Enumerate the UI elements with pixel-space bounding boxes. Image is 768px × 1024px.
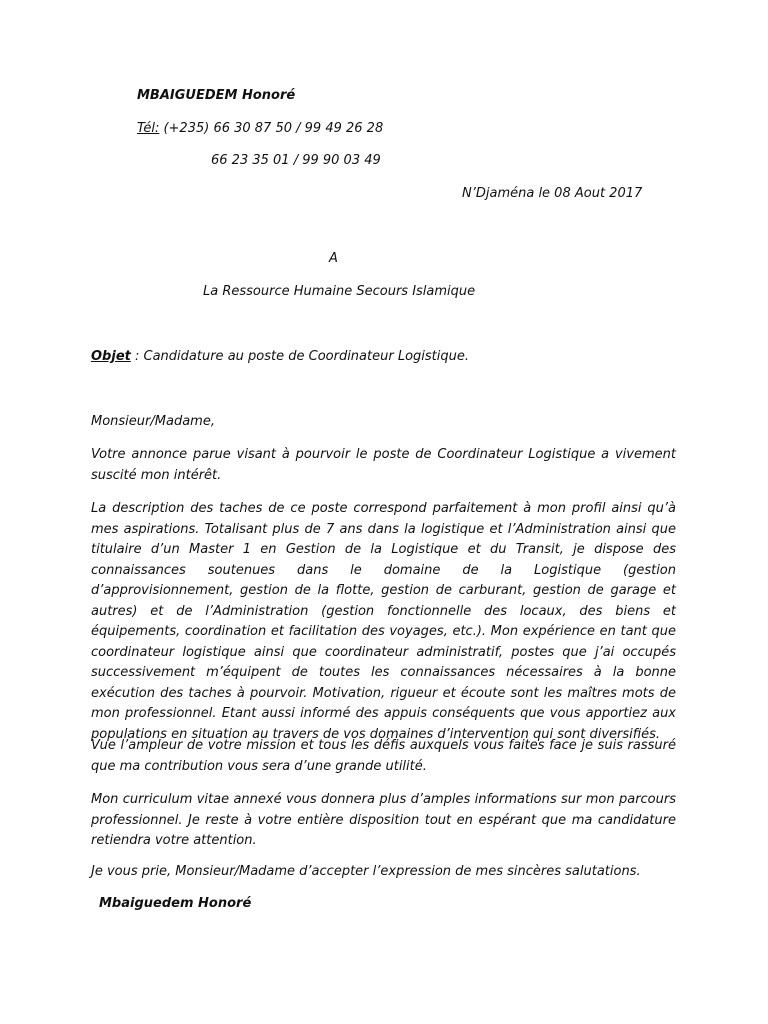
subject-text: Candidature au poste de Coordinateur Logistique. <box>143 349 469 364</box>
phone-numbers-1: (+235) 66 30 87 50 / 99 49 26 28 <box>159 121 384 136</box>
subject-label: Objet <box>91 349 131 364</box>
sender-phone-line1 <box>137 121 383 136</box>
recipient-to: A <box>329 251 338 266</box>
recipient-name: La Ressource Humaine Secours Islamique <box>203 284 476 299</box>
signature: Mbaiguedem Honoré <box>99 896 252 911</box>
salutation: Monsieur/Madame, <box>91 414 215 429</box>
paragraph-2: La description des taches de ce poste correspond parfaitement à mon profil ainsi qu’à mes aspirations. Totalisant plus de 7 ans dans la logistique et l’Administration ainsi que titulaire d’un Master 1 en Gestion de la Logistique et du Transit, je dispose des connaissances soutenues dans le domaine de la Logistique (gestion d’approvisionnement, gestion de la flotte, gestion de carburant, gestion de garage et autres) et de l’Administration (gestion fonctionnelle des locaux, des biens et équipements, coordination et facilitation des voyages, etc.). Mon expérience en tant que coordinateur logistique ainsi que coordinateur administratif, postes que j’ai occupés successivement m’équipent de toutes les connaissances nécessaires à la bonne exécution des taches à pourvoir. Motivation, rigueur et écoute sont les maîtres mots de mon professionnel. Etant aussi informé des appuis conséquents que vous apportiez aux populations en situation au travers de vos domaines d’intervention qui sont diversifiés. <box>91 501 676 742</box>
subject-line <box>91 349 469 364</box>
closing: Je vous prie, Monsieur/Madame d’accepter l’expression de mes sincères salutations. <box>91 864 641 879</box>
subject-separator: : <box>130 349 144 364</box>
paragraph-4: Mon curriculum vitae annexé vous donnera plus d’amples informations sur mon parcours professionnel. Je reste à votre entière disposition tout en espérant que ma candidature retiendra votre attention. <box>91 792 676 848</box>
paragraph-3: Vue l’ampleur de votre mission et tous les défis auxquels vous faites face je suis rassuré que ma contribution vous sera d’une grande utilité. <box>91 738 676 774</box>
sender-phone-line2: 66 23 35 01 / 99 90 03 49 <box>211 153 381 168</box>
place-date: N’Djaména le 08 Aout 2017 <box>462 186 643 201</box>
phone-label: Tél: <box>137 121 160 136</box>
sender-name: MBAIGUEDEM Honoré <box>137 88 296 103</box>
paragraph-1: Votre annonce parue visant à pourvoir le poste de Coordinateur Logistique a vivement suscité mon intérêt. <box>91 447 676 483</box>
